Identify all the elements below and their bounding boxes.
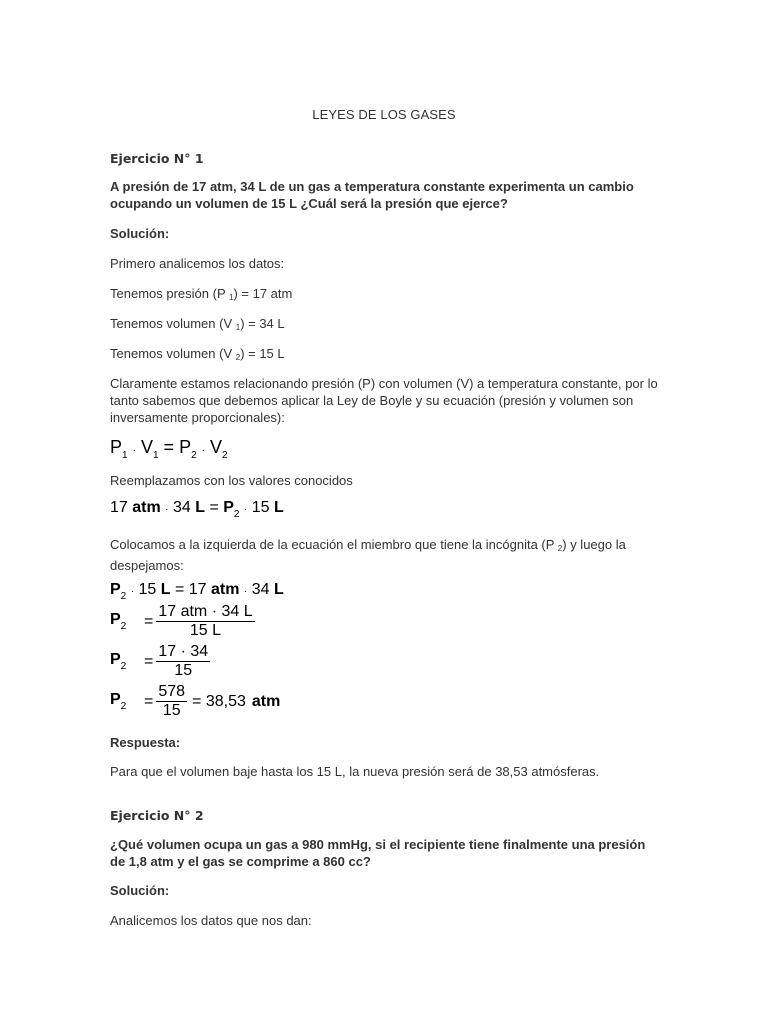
substitution-equation [110, 499, 284, 520]
fraction-numerator: 578 [158, 683, 186, 700]
eq-unit: atm [251, 692, 281, 710]
step-1-equation [110, 581, 284, 602]
eq-lhs [110, 651, 144, 672]
eq-symbol: P [223, 499, 234, 516]
eq-symbol: P [179, 437, 192, 457]
question-line: A presión de 17 atm, 34 L de un gas a temperatura constante experimenta un cambio [110, 179, 634, 194]
isolate-text: Colocamos a la izquierda de la ecuación el miembro que tiene la incógnita (P [110, 537, 558, 552]
explanation-line: inversamente proporcionales): [110, 410, 285, 425]
eq-subscript: 2 [222, 450, 228, 461]
isolate-subscript: 2 [557, 544, 563, 553]
fraction-denominator: 15 [156, 701, 187, 720]
explanation-line: tanto sabemos que debemos aplicar la Ley de Boyle y su ecuación (presión y volumen son [110, 393, 634, 408]
eq-subscript: 1 [122, 450, 128, 461]
data-text: Tenemos volumen (V [110, 316, 236, 331]
eq-operator: · [132, 445, 136, 456]
eq-result: = 38,53 [192, 692, 246, 710]
eq-subscript: 2 [120, 701, 127, 712]
isolate-text: ) y luego la [562, 537, 626, 552]
eq-unit: L [273, 499, 284, 516]
eq-number: 17 [188, 581, 207, 598]
eq-subscript: 1 [152, 450, 159, 461]
step-3-equation [110, 643, 213, 680]
exercise-1-heading: Ejercicio N° 1 [110, 151, 204, 166]
step-4-equation [110, 683, 280, 720]
step-2-equation [110, 603, 258, 640]
eq-symbol: V [210, 437, 223, 457]
isolate-line: despejamos: [110, 558, 184, 573]
data-subscript: 2 [235, 353, 241, 362]
answer-text: Para que el volumen baje hasta los 15 L, la nueva presión será de 38,53 atmósferas. [110, 764, 600, 779]
eq-operator: = [209, 499, 219, 516]
isolate-line [110, 536, 670, 557]
data-text: Tenemos volumen (V [110, 346, 236, 361]
eq-symbol: P [110, 691, 121, 708]
fraction [156, 683, 187, 720]
fraction-numerator: 17 atm · 34 L [158, 603, 253, 620]
eq-operator: · [243, 504, 248, 515]
data-text: Tenemos presión (P [110, 286, 229, 301]
fraction-denominator: 15 L [156, 621, 254, 640]
data-item-pressure-1 [110, 285, 670, 306]
data-subscript: 1 [235, 323, 241, 332]
eq-operator: · [243, 586, 248, 597]
eq-symbol: V [140, 437, 153, 457]
solution-label: Solución: [110, 226, 170, 241]
eq-number: 15 [251, 499, 270, 516]
eq-subscript: 2 [233, 509, 240, 520]
fraction [156, 643, 210, 680]
question-line: de 1,8 atm y el gas se comprime a 860 cc? [110, 854, 371, 869]
eq-number: 34 [172, 499, 191, 516]
eq-lhs [110, 611, 144, 632]
eq-operator: · [201, 445, 206, 456]
isolate-paragraph [110, 536, 670, 574]
data-text: ) = 34 L [240, 316, 285, 331]
exercise-1-question [110, 178, 670, 212]
fraction-numerator: 17 · 34 [158, 643, 209, 660]
eq-unit: L [273, 581, 284, 598]
fraction-denominator: 15 [156, 661, 210, 680]
eq-number: 34 [251, 581, 270, 598]
data-text: ) = 15 L [240, 346, 285, 361]
question-line: ¿Qué volumen ocupa un gas a 980 mmHg, si el recipiente tiene finalmente una presión [110, 837, 646, 852]
fraction [156, 603, 254, 640]
data-subscript: 1 [229, 293, 234, 302]
data-item-volume-2 [110, 345, 670, 366]
eq-unit: atm [211, 581, 240, 598]
document-title: LEYES DE LOS GASES [312, 107, 456, 122]
explanation-paragraph [110, 375, 670, 426]
eq-unit: L [160, 581, 171, 598]
eq-subscript: 2 [191, 450, 197, 461]
eq-operator: = [144, 692, 154, 710]
eq-operator: · [130, 586, 135, 597]
eq-unit: atm [132, 499, 161, 516]
eq-number: 17 [110, 499, 128, 516]
eq-operator: · [165, 504, 169, 515]
eq-subscript: 2 [120, 661, 127, 672]
eq-unit: L [195, 499, 205, 516]
eq-symbol: P [110, 581, 121, 598]
explanation-line: Claramente estamos relacionando presión (P) con volumen (V) a temperatura constante, por lo [110, 376, 658, 391]
exercise-2-heading: Ejercicio N° 2 [110, 808, 204, 823]
eq-subscript: 2 [120, 621, 127, 632]
eq-symbol: P [110, 437, 123, 457]
eq-subscript: 2 [120, 591, 127, 602]
eq-operator: = [144, 612, 154, 630]
substitution-text: Reemplazamos con los valores conocidos [110, 473, 353, 488]
eq-symbol: P [110, 611, 121, 628]
answer-label: Respuesta: [110, 735, 181, 750]
eq-operator: = [144, 652, 154, 670]
eq-operator: = [163, 437, 175, 457]
solution-label: Solución: [110, 883, 170, 898]
eq-lhs [110, 691, 144, 712]
data-intro: Analicemos los datos que nos dan: [110, 913, 312, 928]
data-text: ) = 17 atm [233, 286, 293, 301]
boyle-equation [110, 437, 228, 461]
exercise-2-question [110, 836, 670, 870]
eq-number: 15 [138, 581, 157, 598]
question-line: ocupando un volumen de 15 L ¿Cuál será la presión que ejerce? [110, 196, 508, 211]
eq-symbol: P [110, 651, 121, 668]
data-intro: Primero analicemos los datos: [110, 256, 285, 271]
eq-operator: = [174, 581, 185, 598]
data-item-volume-1 [110, 315, 670, 336]
